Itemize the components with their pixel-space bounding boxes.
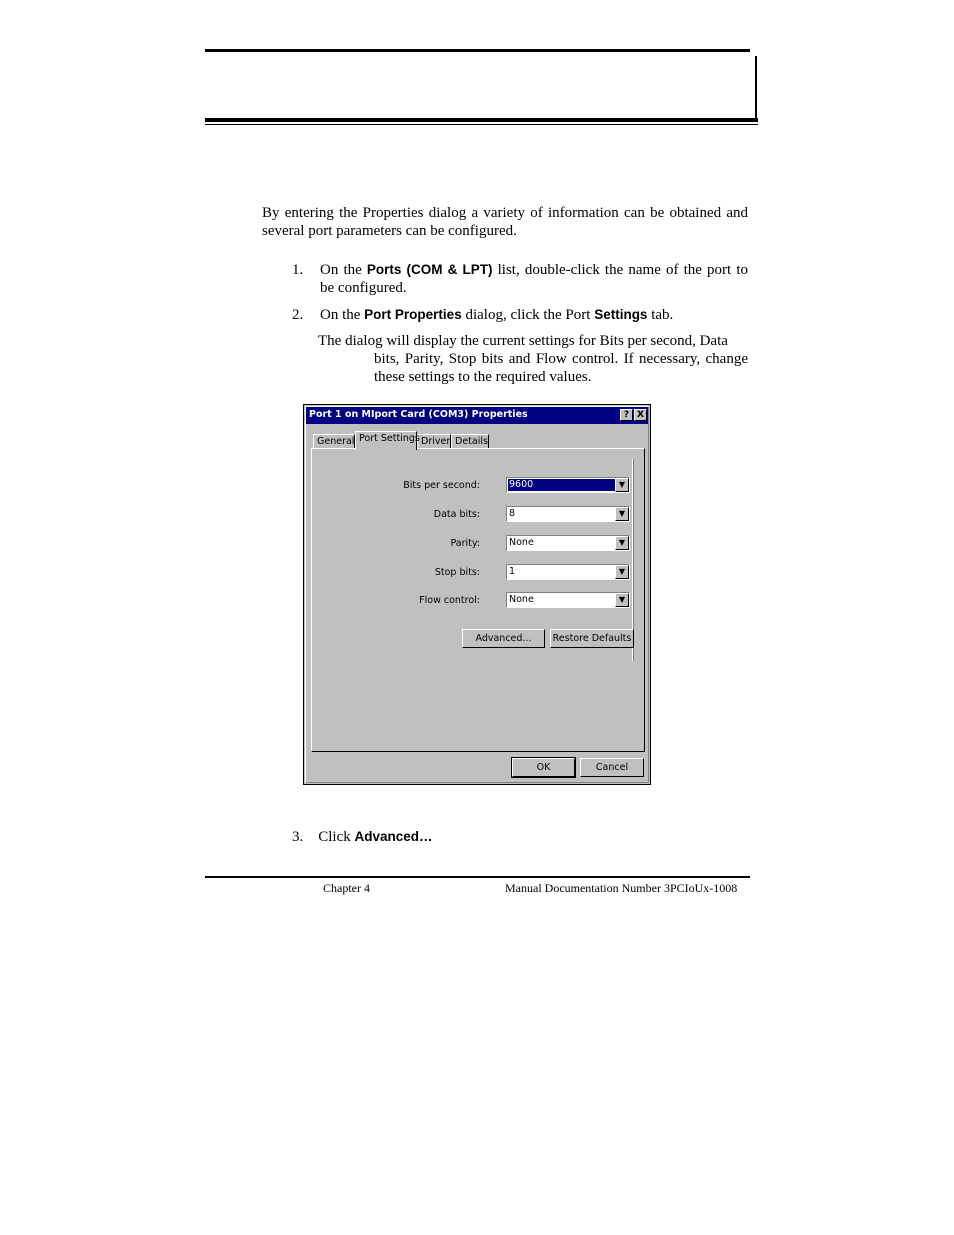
header-rule-right bbox=[755, 56, 757, 120]
step-2-number: 2. bbox=[292, 307, 304, 323]
footer-doc-number: Manual Documentation Number 3PCIoUx-1008 bbox=[505, 881, 738, 895]
parity-select[interactable] bbox=[506, 535, 630, 551]
note-paragraph bbox=[318, 332, 748, 386]
footer-rule bbox=[205, 876, 750, 878]
stop-bits-label: Stop bits: bbox=[434, 567, 480, 578]
chevron-down-icon[interactable]: ▼ bbox=[615, 507, 629, 521]
data-bits-select[interactable] bbox=[506, 506, 630, 522]
flow-control-select[interactable] bbox=[506, 592, 630, 608]
chevron-down-icon[interactable]: ▼ bbox=[615, 593, 629, 607]
step-2-post: tab. bbox=[647, 307, 674, 323]
header-rule-bottom-thin bbox=[205, 124, 758, 125]
step-2-mid: dialog, click the Port bbox=[461, 307, 595, 323]
port-settings-panel bbox=[311, 448, 645, 752]
step-1-number: 1. bbox=[292, 262, 304, 278]
step-1-bold: Ports (COM & LPT) bbox=[366, 262, 493, 277]
bits-per-second-value: 9600 bbox=[508, 479, 615, 491]
step-3-bold: Advanced… bbox=[354, 829, 433, 844]
help-button[interactable]: ? bbox=[620, 409, 633, 421]
intro-paragraph: By entering the Properties dialog a variety of information can be obtained and several port parameters can be configured. bbox=[262, 205, 748, 239]
stop-bits-value: 1 bbox=[509, 566, 516, 577]
note-first-line: The dialog will display the current settings for Bits per second, Data bbox=[318, 333, 728, 349]
note-rest: bits, Parity, Stop bits and Flow control. If necessary, change these settings to the required values. bbox=[374, 351, 748, 385]
bits-per-second-select[interactable] bbox=[506, 477, 630, 493]
header-rule-top bbox=[205, 49, 750, 52]
port-properties-dialog bbox=[303, 404, 651, 785]
flow-control-label: Flow control: bbox=[419, 595, 480, 606]
dialog-title: Port 1 on MIport Card (COM3) Properties bbox=[309, 409, 528, 420]
bits-per-second-label: Bits per second: bbox=[403, 480, 480, 491]
step-2-bold: Port Properties bbox=[364, 307, 462, 322]
step-1-post: list, double-click the name of the port to be configured. bbox=[320, 262, 748, 296]
stop-bits-select[interactable] bbox=[506, 564, 630, 580]
footer-chapter: Chapter 4 bbox=[323, 881, 370, 895]
tab-port-settings[interactable]: Port Settings bbox=[355, 431, 417, 450]
data-bits-label: Data bits: bbox=[433, 509, 480, 520]
tab-driver[interactable]: Driver bbox=[417, 434, 451, 449]
step-3-number: 3. bbox=[292, 829, 304, 845]
step-2 bbox=[292, 306, 748, 324]
close-button[interactable]: X bbox=[634, 409, 647, 421]
tab-details[interactable]: Details bbox=[451, 434, 489, 449]
parity-label: Parity: bbox=[450, 538, 480, 549]
parity-value: None bbox=[509, 537, 534, 548]
tab-general[interactable]: General bbox=[313, 434, 355, 449]
data-bits-value: 8 bbox=[509, 508, 516, 519]
chevron-down-icon[interactable]: ▼ bbox=[615, 478, 629, 492]
step-1 bbox=[292, 261, 748, 297]
step-2-bold2: Settings bbox=[594, 307, 648, 322]
advanced-button[interactable]: Advanced... bbox=[462, 629, 545, 648]
ok-button[interactable]: OK bbox=[512, 758, 575, 777]
flow-control-value: None bbox=[509, 594, 534, 605]
step-3-pre: Click bbox=[318, 829, 355, 845]
chevron-down-icon[interactable]: ▼ bbox=[615, 565, 629, 579]
dialog-titlebar[interactable] bbox=[306, 407, 648, 424]
chevron-down-icon[interactable]: ▼ bbox=[615, 536, 629, 550]
step-2-pre: On the bbox=[320, 307, 365, 323]
cancel-button[interactable]: Cancel bbox=[580, 758, 644, 777]
step-1-pre: On the bbox=[320, 262, 367, 278]
step-3 bbox=[292, 828, 433, 846]
header-rule-bottom-thick bbox=[205, 118, 758, 122]
restore-defaults-button[interactable]: Restore Defaults bbox=[550, 629, 634, 648]
